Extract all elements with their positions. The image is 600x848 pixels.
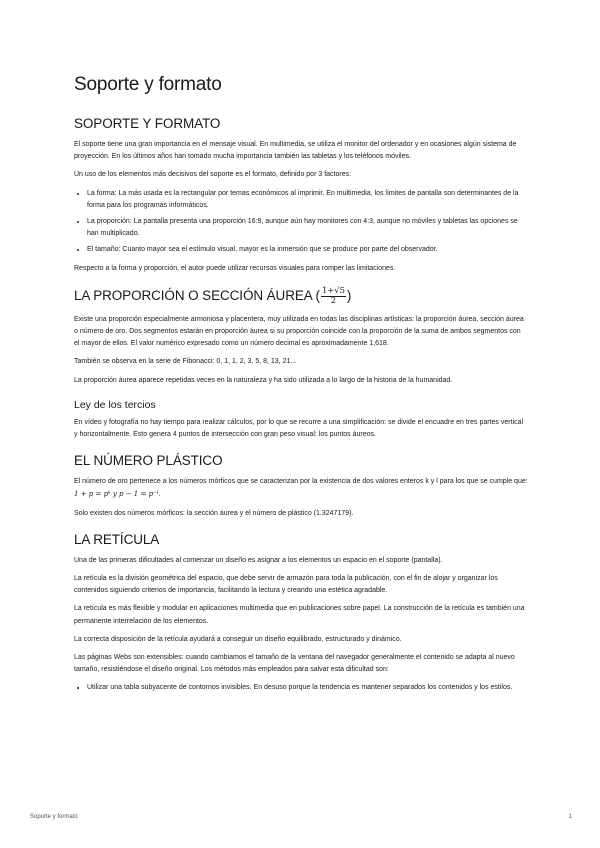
paragraph	[74, 476, 528, 501]
paragraph: La correcta disposición de la retícula ayudará a conseguir un diseño equilibrado, estructurado y dinámico.	[74, 635, 402, 643]
heading-text: LA PROPORCIÓN O SECCIÓN ÁUREA (	[74, 287, 320, 303]
paragraph: Un uso de los elementos más decisivos del soporte es el formato, definido por 3 factores:	[74, 171, 352, 179]
list-item: • La proporción: La pantalla presenta una proporción 16:9, aunque aún hay monitores con 4:3, aunque no móviles y tabletas las opciones se han multiplicado.	[87, 216, 528, 240]
paragraph: La retícula es más flexible y modular en aplicaciones multimedia que en publicaciones sobre papel. La construcción de la retícula es también una permanente interrelación de los elementos.	[74, 605, 525, 625]
paragraph: Respecto a la forma y proporción, el autor puede utilizar recursos visuales para romper las limitaciones.	[74, 264, 396, 272]
paragraph: Solo existen dos números mórficos: la sección áurea y el número de plástico (1.3247179).	[74, 509, 354, 517]
list-item: • Utilizar una tabla subyacente de contornos invisibles. En desuso porque la tendencia es mantener separados los contenidos y los estilos.	[87, 682, 528, 694]
paragraph: Existe una proporción especialmente armoniosa y placentera, muy utilizada en todas las disciplinas artísticas: la proporción áurea, sección áurea o número de oro. Dos segmentos estarán en proporción áurea si su proporción coincide con la proporción de la suma de ambos segmentos con el mayor de ellos. El valor numérico expresado como un número decimal es aproximadamente 1,618.	[74, 315, 524, 348]
bullet-list	[74, 188, 528, 257]
section-heading: EL NÚMERO PLÁSTICO	[74, 453, 223, 469]
section-tercios	[74, 399, 528, 441]
section-reticula	[74, 532, 528, 695]
heading-text-end: )	[346, 287, 352, 303]
section-aurea	[74, 287, 528, 387]
golden-ratio-fraction	[321, 287, 346, 306]
section-heading: LA RETÍCULA	[74, 531, 160, 547]
paragraph: Las páginas Webs son extensibles: cuando cambiamos el tamaño de la ventana del navegador generalmente el contenido se adapta al nuevo tamaño, resistiéndose el diseño original. Los métodos más empleados para salvar esta dificultad son:	[74, 654, 515, 674]
document-page	[74, 74, 528, 707]
bullet-list	[74, 682, 528, 694]
paragraph: La retícula es la división geométrica del espacio, que debe servir de armazón para toda la publicación, con el fin de alojar y organizar los contenidos siguiendo criterios de importancia, facilitando la lectura y creando una estética agradable.	[74, 575, 498, 595]
subsection-heading: Ley de los tercios	[74, 398, 156, 411]
paragraph-text-end: .	[158, 491, 161, 499]
paragraph: También se observa en la serie de Fibonacci: 0, 1, 1, 2, 3, 5, 8, 13, 21...	[74, 358, 297, 366]
fraction-numerator: 1+√5	[321, 285, 345, 296]
page-number: 1	[568, 814, 572, 820]
paragraph-text: El número de oro pertenece a los números mórficos que se caracterizan por la existencia de dos valores enteros k y l para los que se cumple que:	[74, 478, 528, 486]
paragraph: El soporte tiene una gran importancia en el mensaje visual. En multimedia, se utiliza el monitor del ordenador y en ocasiones algún sistema de proyección. En los últimos años han tomado mucha importancia también las tabletas y los teléfonos móviles.	[74, 141, 517, 161]
list-item: • El tamaño: Cuanto mayor sea el estímulo visual, mayor es la inmersión que se produce por parte del observador.	[87, 244, 528, 256]
section-soporte	[74, 116, 528, 275]
fraction-denominator: 2	[330, 295, 337, 306]
paragraph: Una de las primeras dificultades al comenzar un diseño es asignar a los elementos un espacio en el soporte (pantalla).	[74, 556, 443, 564]
page-footer	[30, 814, 572, 820]
page-title: Soporte y formato	[74, 74, 222, 95]
section-plastico	[74, 453, 528, 520]
math-formula: 1 + p = pᵏ y p − 1 = p⁻ˡ	[74, 490, 159, 499]
footer-title: Soporte y formato	[30, 814, 78, 820]
paragraph: En vídeo y fotografía no hay tiempo para realizar cálculos, por lo que se recurre a una simplificación: se divide el encuadre en tres partes vertical y horizontalmente. Esto genera 4 puntos de intersección con gran peso visual: los puntos áureos.	[74, 418, 524, 439]
paragraph: La proporción áurea aparece repetidas veces en la naturaleza y ha sido utilizada a lo largo de la historia de la humanidad.	[74, 376, 453, 384]
section-heading: SOPORTE Y FORMATO	[74, 116, 221, 131]
list-item: • La forma: La más usada es la rectangular por temas económicos al imprimir. En multimedia, los límites de pantalla son determinantes de la forma para los programas informáticos.	[87, 188, 528, 212]
section-heading	[74, 287, 528, 306]
